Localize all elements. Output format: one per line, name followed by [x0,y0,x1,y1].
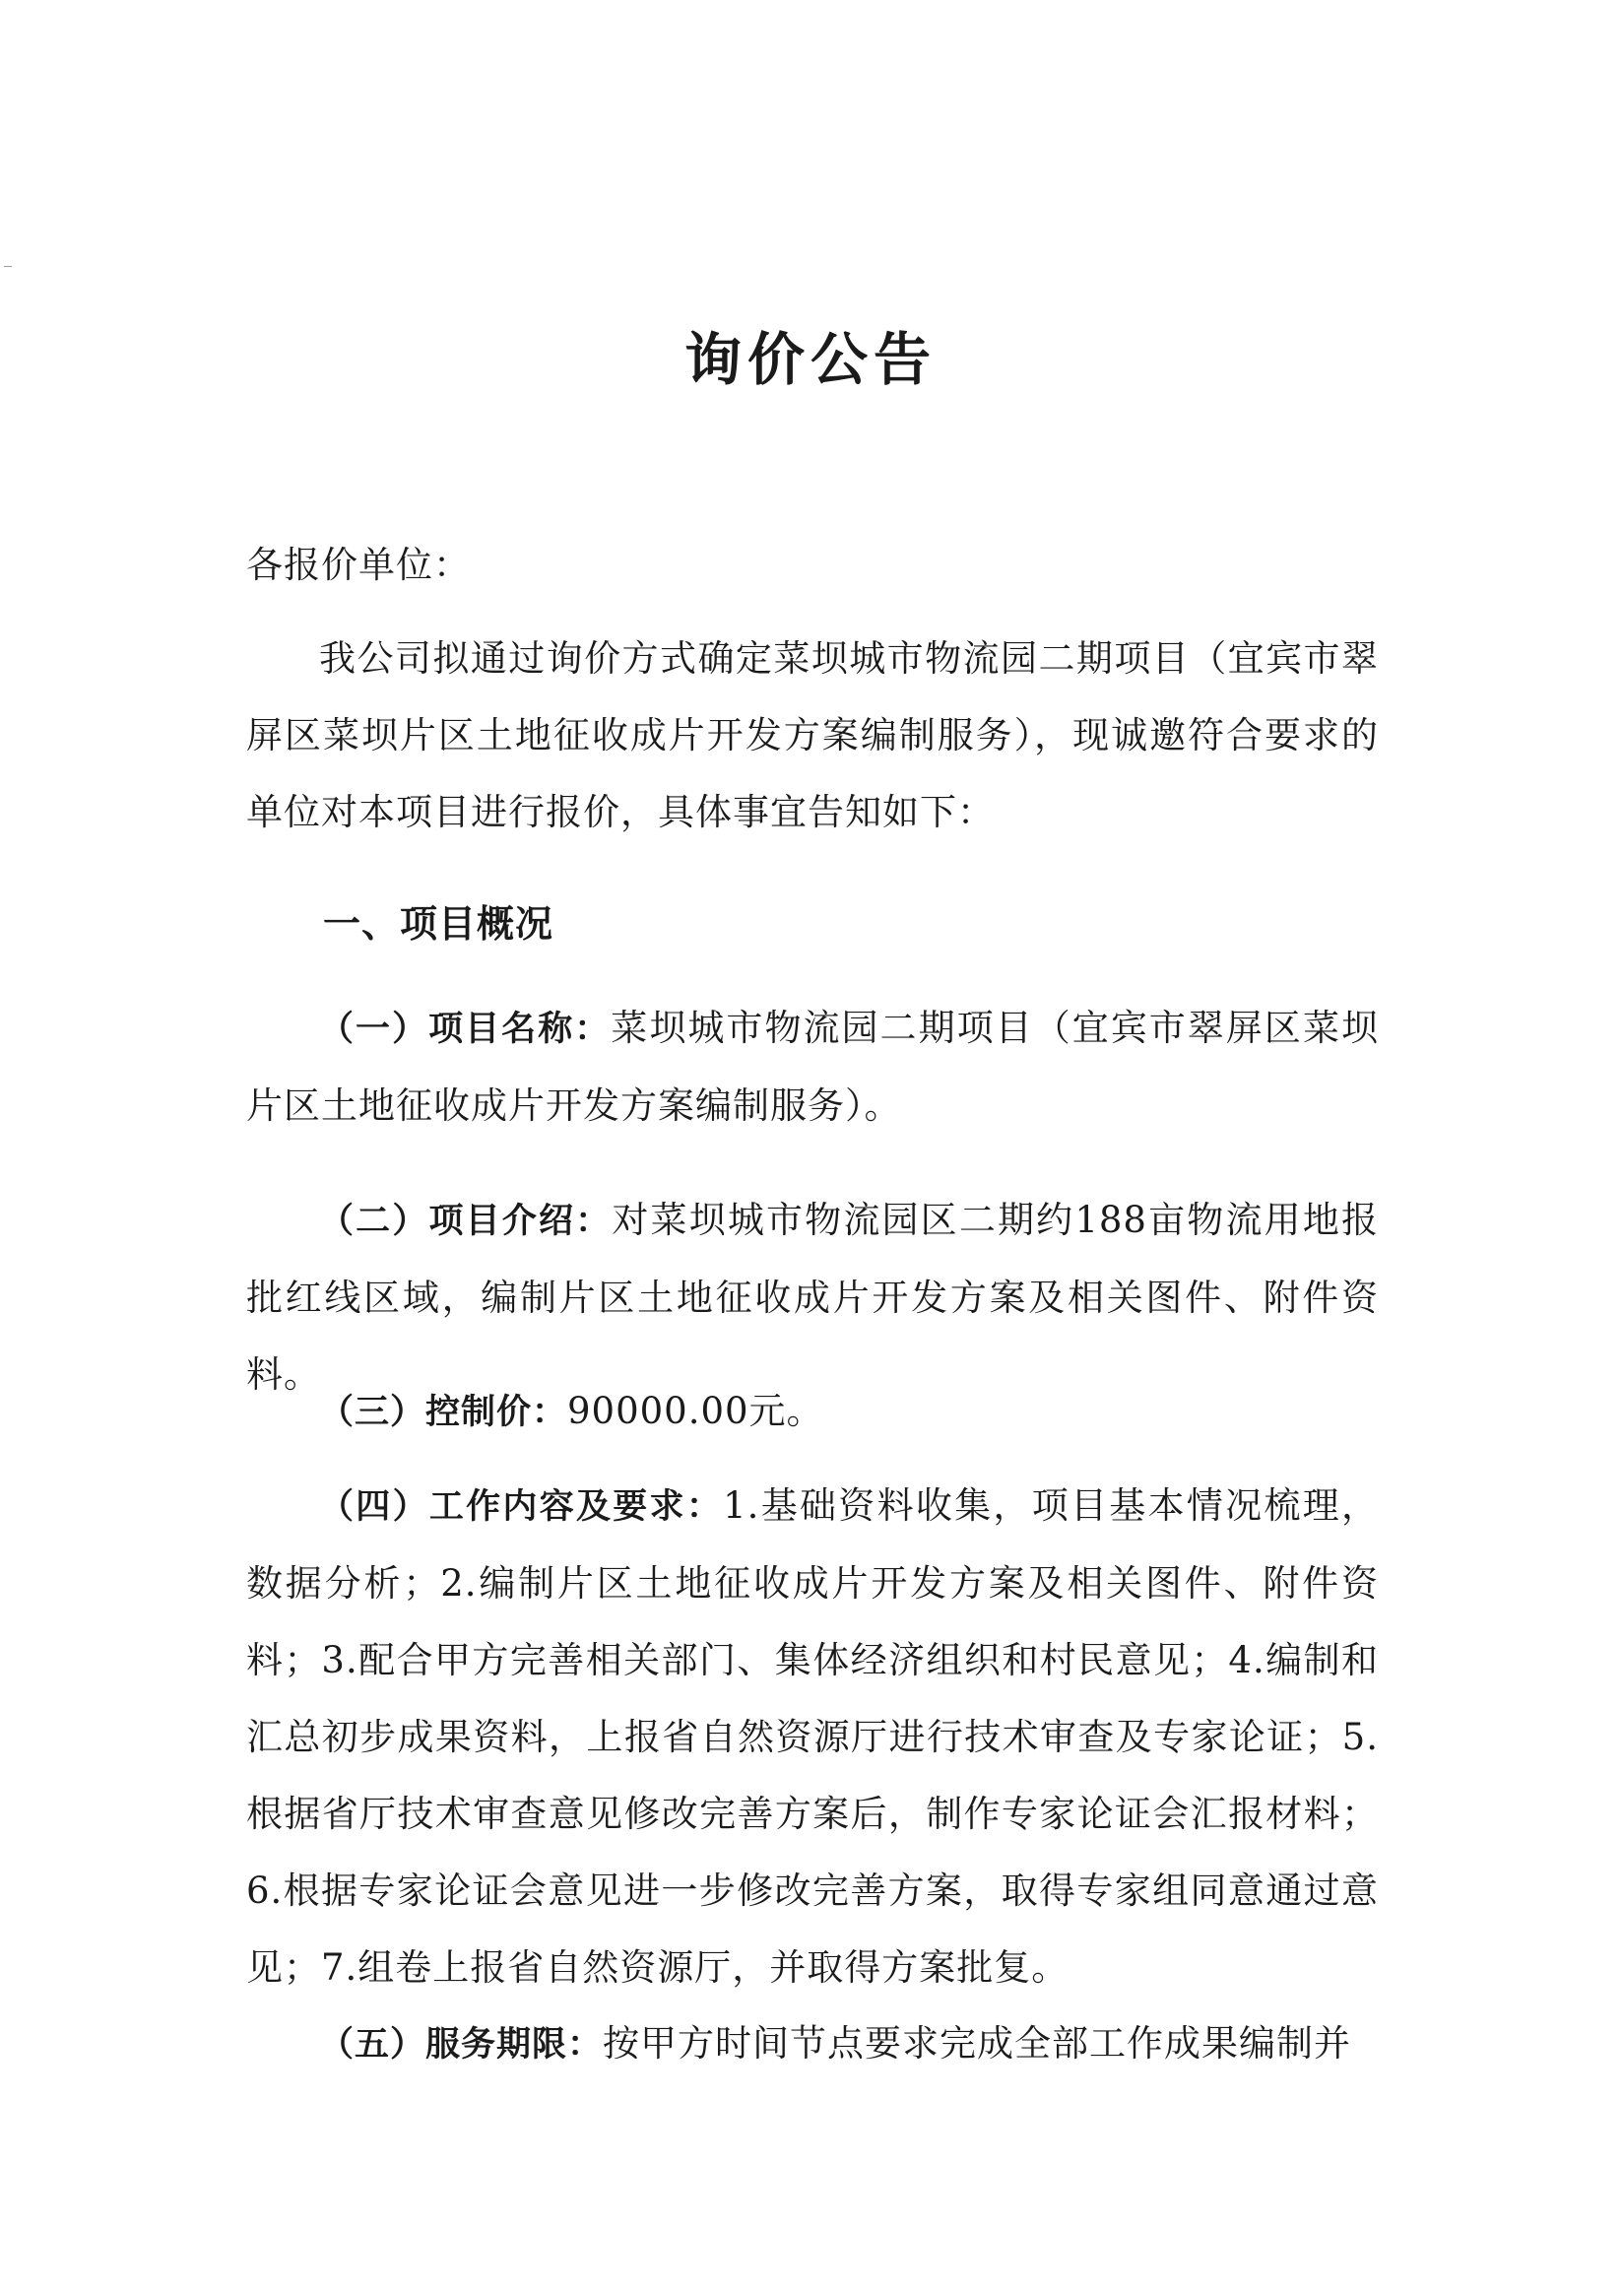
item-work-content [246,1468,1379,2006]
item-project-name [246,990,1379,1145]
item-text: 按甲方时间节点要求完成全部工作成果编制并 [603,2022,1352,2065]
item-control-price [246,1373,1379,1451]
item-label: （五）服务期限： [319,2025,604,2065]
item-label: （四）工作内容及要求： [319,1487,724,1527]
intro-paragraph: 我公司拟通过询价方式确定菜坝城市物流园二期项目（宜宾市翠屏区菜坝片区土地征收成片开发方案编制服务），现诚邀符合要求的单位对本项目进行报价，具体事宜告知如下： [246,637,1379,833]
item-label: （二）项目介绍： [319,1202,613,1241]
item-label: （三）控制价： [319,1393,568,1432]
scan-margin-mark [4,266,12,267]
document-title: 询价公告 [683,326,937,393]
item-label: （一）项目名称： [319,1010,612,1049]
item-text: 90000.00元。 [567,1390,824,1432]
item-text: 1.基础资料收集，项目基本情况梳理，数据分析；2.编制片区土地征收成片开发方案及相关图件、附件资料；3.配合甲方完善相关部门、集体经济组织和村民意见；4.编制和汇总初步成果资料，上报省自然资源厅进行技术审查及专家论证；5.根据省厅技术审查意见修改完善方案后，制作专家论证会汇报材料；6.根据专家论证会意见进一步修改完善方案，取得专家组同意通过意见；7.组卷上报省自然资源厅，并取得方案批复。 [246,1484,1379,1989]
section-heading-project-overview: 一、项目概况 [323,902,554,946]
greeting: 各报价单位： [246,544,471,586]
item-service-period [246,2005,1379,2083]
item-text: 菜坝城市物流园二期项目（宜宾市翠屏区菜坝片区土地征收成片开发方案编制服务）。 [246,1007,1379,1127]
item-text: 对菜坝城市物流园区二期约188亩物流用地报批红线区域，编制片区土地征收成片开发方案及相关图件、附件资料。 [246,1199,1379,1396]
